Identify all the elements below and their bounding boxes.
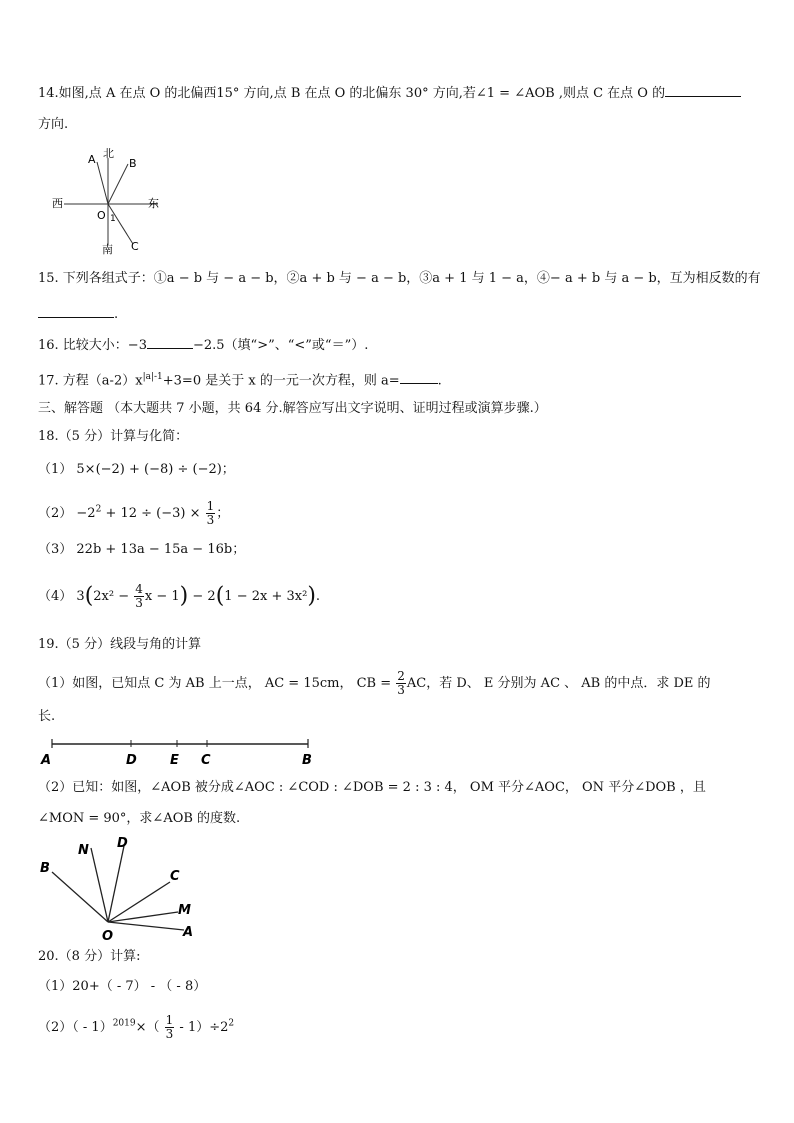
q20-p2-post: - 1）÷2 — [175, 1020, 229, 1035]
angle-label-B: B — [40, 861, 50, 876]
q14-answer-blank — [665, 82, 741, 97]
angle-label-D: D — [117, 836, 128, 851]
q18-p2-den: 3 — [206, 513, 215, 527]
q19-p1-tail: 长. — [38, 709, 56, 724]
q19-part1 — [38, 670, 711, 697]
q18-part2 — [38, 500, 229, 527]
q15-text: 15. 下列各组式子：①a − b 与 − a − b，②a + b 与 − a − b，③a + 1 与 1 − a，④− a + b 与 a − b，互为相反数的有 — [38, 271, 761, 286]
q18-p4-d: 1 − 2x + 3x² — [224, 589, 308, 604]
q14-stem: 14.如图,点 A 在点 O 的北偏西15° 方向,点 B 在点 O 的北偏东 30° 方向,若∠1 = ∠AOB ,则点 C 在点 O 的 — [38, 86, 666, 101]
q17-exponent: |a|-1 — [142, 372, 163, 382]
q15-tail-line — [38, 303, 118, 324]
q17-pre: 17. 方程（a-2）x — [38, 373, 143, 389]
q17-mid: +3=0 是关于 x 的一元一次方程，则 a= — [162, 373, 400, 389]
fig14-south-label: 南 — [102, 243, 113, 255]
q16-text — [38, 334, 368, 355]
q19-p1-post: AC，若 D、 E 分别为 AC 、 AB 的中点．求 DE 的 — [406, 676, 711, 691]
q20-title: 20.（8 分）计算: — [38, 949, 141, 964]
q18-part1: （1） 5×(−2) + (−8) ÷ (−2)； — [38, 462, 235, 477]
q20-p2-exp2: 2 — [228, 1018, 235, 1029]
seg-label-D: D — [126, 753, 137, 768]
angle-label-N: N — [78, 843, 89, 858]
q18-p4-post: . — [315, 589, 321, 604]
q16-answer-blank — [147, 334, 193, 349]
angle-label-O: O — [102, 929, 114, 942]
q18-p2-fraction — [206, 500, 216, 527]
seg-label-E: E — [170, 753, 179, 768]
q19-part2: （2）已知：如图，∠AOB 被分成∠AOC : ∠COD : ∠DOB = 2 : 3 : 4， OM 平分∠AOC， ON 平分∠DOB ，且 — [38, 780, 706, 795]
q16-pre: 16. 比较大小：−3 — [38, 338, 147, 353]
q19-p1-den: 3 — [397, 683, 405, 697]
q17-text — [38, 368, 442, 390]
q18-p4-num: 4 — [135, 582, 143, 596]
seg-label-B: B — [302, 753, 312, 768]
q16-post: −2.5（填“>”、“<”或“＝”）. — [192, 338, 369, 353]
q20-p2-num: 1 — [165, 1013, 174, 1027]
fig14-label-A: A — [88, 153, 96, 166]
fig14-north-label: 北 — [103, 147, 114, 160]
q19-p1-pre: （1）如图，已知点 C 为 AB 上一点， AC = 15cm， CB = — [38, 676, 392, 691]
q18-part4: （4） 3(2x² − $\frac{4}{3}$ x − 1) − 2(1 − 2x + 3x²). — [38, 582, 321, 610]
q20-p2-den: 3 — [165, 1027, 174, 1041]
fig14-label-B: B — [129, 157, 137, 170]
angle-label-A: A — [183, 925, 194, 940]
q18-part3: （3） 22b + 13a − 15a − 16b； — [38, 542, 246, 557]
q18-title: 18.（5 分）计算与化简： — [38, 429, 189, 444]
q18-p2-mid: + 12 ÷ (−3) × — [101, 506, 201, 521]
angle-label-C: C — [170, 869, 180, 884]
q14-text — [38, 82, 741, 103]
q19-p1-fraction — [396, 670, 406, 697]
q19-p1-num: 2 — [397, 669, 405, 683]
q19-p2-tail: ∠MON = 90°，求∠AOB 的度数. — [38, 811, 241, 826]
q19-segment-figure — [36, 734, 326, 770]
q18-p4-fraction — [134, 583, 144, 610]
q20-part1: （1）20+（ - 7） - （ - 8） — [38, 979, 207, 994]
q18-p4-c: − 2 — [188, 589, 216, 604]
q14-figure — [48, 140, 178, 255]
q20-p2-fraction — [165, 1014, 175, 1041]
fig14-east-label: 东 — [148, 197, 159, 210]
q19-title: 19.（5 分）线段与角的计算 — [38, 637, 202, 652]
q18-p4-b: x − 1 — [144, 589, 180, 604]
q15-tail: . — [114, 307, 119, 322]
angle-label-M: M — [178, 903, 191, 918]
q14-tail: 方向. — [38, 117, 69, 132]
q20-p2-pre: （2）（ - 1） — [38, 1020, 113, 1035]
q18-p2-pre: （2） −2 — [38, 506, 96, 521]
seg-label-A: A — [41, 753, 52, 768]
q19-angle-figure — [36, 832, 206, 942]
q18-p4-a: 2x² − — [93, 589, 130, 604]
q20-part2 — [38, 1014, 234, 1041]
fig14-west-label: 西 — [52, 197, 63, 210]
q18-p2-exp: 2 — [95, 504, 102, 515]
fig14-label-O: O — [97, 209, 106, 222]
seg-label-C: C — [201, 753, 211, 768]
q15-answer-blank — [38, 303, 114, 318]
q17-answer-blank — [400, 369, 438, 384]
q20-p2-mid: ×（ — [135, 1020, 160, 1035]
fig14-label-C: C — [131, 240, 139, 253]
q17-post: . — [437, 373, 442, 389]
fig14-label-1: 1 — [110, 214, 116, 224]
q18-p4-den: 3 — [135, 596, 143, 610]
q18-p4-pre: （4） 3 — [38, 589, 85, 604]
q18-p2-post: ； — [216, 506, 230, 521]
q20-p2-exp: 2019 — [112, 1018, 136, 1029]
q18-p2-num: 1 — [206, 499, 215, 513]
section-3-heading: 三、解答题 （本大题共 7 小题，共 64 分.解答应写出文字说明、证明过程或演算步骤.） — [38, 401, 547, 416]
